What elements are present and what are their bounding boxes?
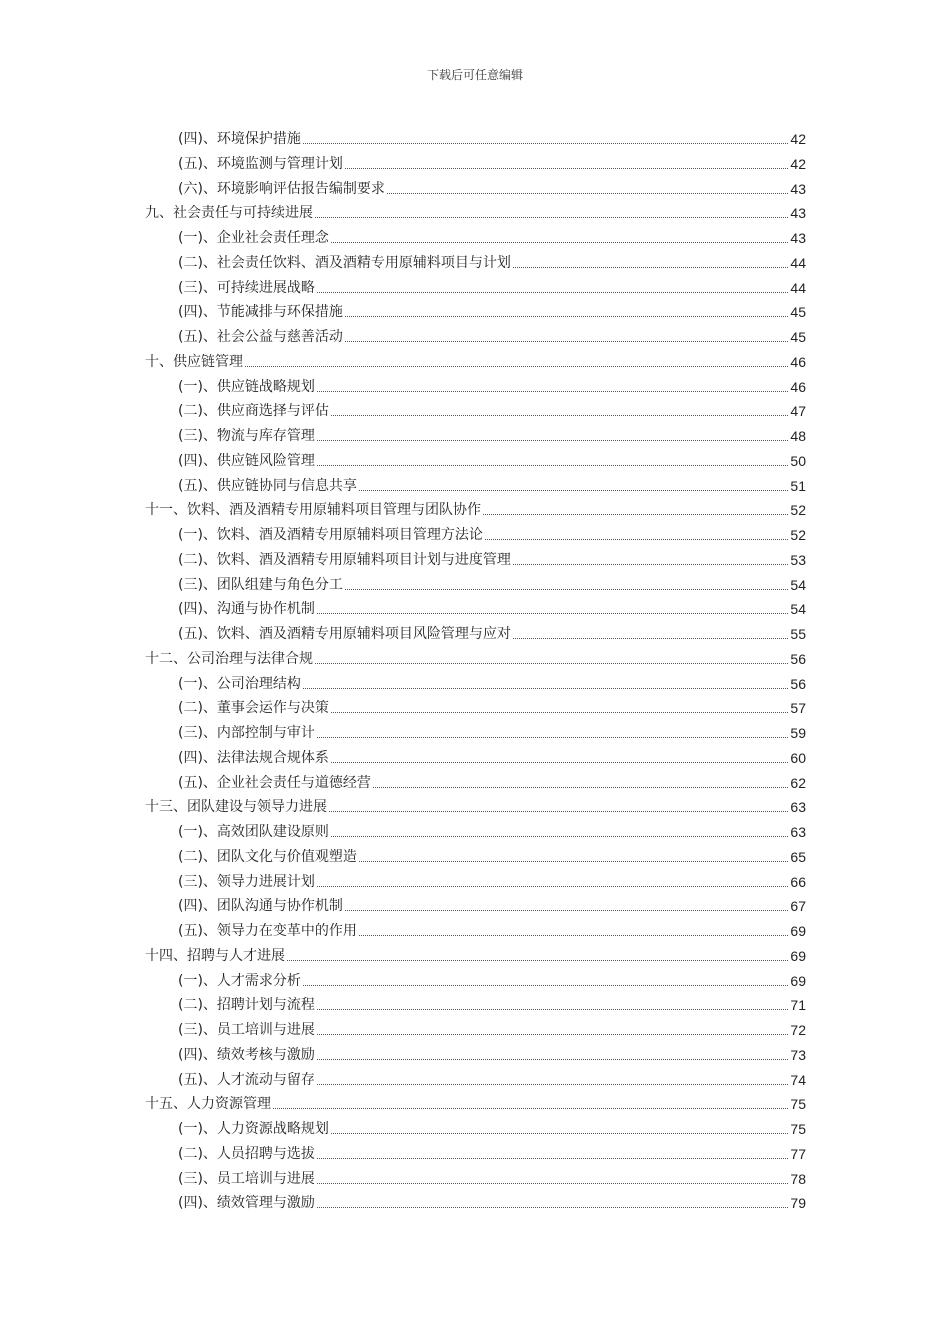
toc-entry-page-number: 79 — [790, 1195, 806, 1212]
toc-entry-page-number: 53 — [790, 551, 806, 568]
dot-leader — [345, 316, 788, 317]
dot-leader — [331, 762, 788, 763]
toc-entry-label: (一)、人力资源战略规划 — [178, 1121, 329, 1137]
toc-entry-page-number: 44 — [790, 279, 806, 296]
dot-leader — [303, 143, 788, 144]
dot-leader — [303, 985, 788, 986]
toc-entry-label: (一)、人才需求分析 — [178, 972, 301, 989]
dot-leader — [317, 1009, 788, 1010]
toc-entry[interactable] — [178, 1017, 806, 1039]
dot-leader — [317, 1158, 788, 1159]
toc-entry-page-number: 78 — [790, 1170, 806, 1187]
toc-entry-page-number: 43 — [790, 205, 806, 222]
toc-entry[interactable] — [178, 126, 806, 148]
toc-entry-page-number: 67 — [790, 898, 806, 915]
toc-entry-page-number: 69 — [790, 947, 806, 964]
toc-entry[interactable] — [178, 869, 806, 891]
dot-leader — [317, 1183, 788, 1184]
toc-entry-label: (一)、供应链战略规划 — [178, 378, 315, 395]
toc-entry[interactable] — [178, 893, 806, 915]
toc-entry-page-number: 62 — [790, 774, 806, 791]
toc-entry[interactable] — [178, 720, 806, 742]
toc-entry-label: (四)、团队沟通与协作机制 — [178, 898, 343, 915]
toc-entry-page-number: 75 — [790, 1121, 806, 1137]
toc-entry[interactable] — [178, 844, 806, 866]
dot-leader — [317, 613, 788, 614]
toc-entry[interactable] — [178, 819, 806, 841]
toc-entry-page-number: 52 — [790, 527, 806, 543]
toc-entry-label: (二)、招聘计划与流程 — [178, 997, 315, 1014]
toc-entry-label: 十二、公司治理与法律合规 — [145, 650, 313, 667]
toc-entry-page-number: 56 — [790, 650, 806, 667]
dot-leader — [483, 514, 788, 515]
toc-entry-label: (二)、供应商选择与评估 — [178, 403, 329, 420]
dot-leader — [513, 564, 788, 565]
toc-entry-label: (四)、绩效考核与激励 — [178, 1046, 315, 1063]
toc-entry[interactable] — [178, 596, 806, 618]
toc-entry[interactable] — [178, 374, 806, 396]
toc-entry-label: 十一、饮料、酒及酒精专用原辅料项目管理与团队协作 — [145, 502, 481, 519]
toc-entry[interactable] — [178, 1190, 806, 1212]
toc-entry[interactable] — [178, 621, 806, 643]
toc-entry-label: (二)、董事会运作与决策 — [178, 700, 329, 717]
toc-entry[interactable] — [178, 225, 806, 247]
toc-entry[interactable] — [178, 671, 806, 693]
toc-entry[interactable] — [178, 695, 806, 717]
toc-entry-page-number: 45 — [790, 304, 806, 321]
toc-entry-page-number: 42 — [790, 131, 806, 147]
dot-leader — [513, 638, 788, 639]
dot-leader — [345, 589, 788, 590]
dot-leader — [345, 168, 788, 169]
toc-entry[interactable] — [178, 1166, 806, 1188]
toc-entry[interactable] — [178, 522, 806, 544]
dot-leader — [331, 836, 788, 837]
toc-entry[interactable] — [178, 992, 806, 1014]
toc-entry-label: (二)、饮料、酒及酒精专用原辅料项目计划与进度管理 — [178, 551, 511, 568]
toc-entry[interactable] — [178, 770, 806, 792]
toc-entry-page-number: 59 — [790, 725, 806, 741]
toc-entry-page-number: 73 — [790, 1046, 806, 1063]
dot-leader — [345, 341, 788, 342]
toc-entry-label: (三)、可持续进展战略 — [178, 279, 315, 296]
toc-entry[interactable] — [178, 1141, 806, 1163]
toc-entry-page-number: 65 — [790, 848, 806, 865]
toc-entry-page-number: 51 — [790, 477, 806, 494]
toc-entry[interactable] — [178, 151, 806, 173]
dot-leader — [331, 415, 788, 416]
toc-entry[interactable] — [178, 423, 806, 445]
dot-leader — [273, 1108, 788, 1109]
dot-leader — [317, 1207, 788, 1208]
toc-entry[interactable] — [145, 1091, 806, 1113]
toc-entry[interactable] — [178, 572, 806, 594]
toc-entry-label: (五)、供应链协同与信息共享 — [178, 477, 357, 494]
toc-entry-page-number: 72 — [790, 1022, 806, 1038]
toc-entry-label: 十五、人力资源管理 — [145, 1096, 271, 1113]
dot-leader — [329, 811, 788, 812]
toc-entry-page-number: 43 — [790, 180, 806, 197]
toc-entry-label: (一)、企业社会责任理念 — [178, 230, 329, 246]
dot-leader — [287, 960, 788, 961]
toc-entry-page-number: 47 — [790, 403, 806, 420]
toc-entry[interactable] — [178, 1116, 806, 1138]
dot-leader — [317, 465, 788, 466]
toc-entry-label: 十三、团队建设与领导力进展 — [145, 799, 327, 816]
toc-entry[interactable] — [178, 918, 806, 940]
toc-entry-page-number: 75 — [790, 1096, 806, 1113]
toc-entry-page-number: 42 — [790, 155, 806, 172]
toc-entry[interactable] — [145, 794, 806, 816]
toc-entry-label: (二)、社会责任饮料、酒及酒精专用原辅料项目与计划 — [178, 254, 511, 271]
toc-entry-label: (五)、环境监测与管理计划 — [178, 155, 343, 172]
dot-leader — [373, 787, 788, 788]
toc-entry-label: (六)、环境影响评估报告编制要求 — [178, 180, 385, 197]
dot-leader — [331, 712, 788, 713]
toc-entry-page-number: 43 — [790, 230, 806, 246]
toc-entry[interactable] — [178, 448, 806, 470]
toc-entry[interactable] — [145, 497, 806, 519]
dot-leader — [359, 490, 788, 491]
toc-entry-label: (四)、绩效管理与激励 — [178, 1195, 315, 1212]
toc-entry-label: (二)、团队文化与价值观塑造 — [178, 848, 357, 865]
toc-entry-label: (三)、物流与库存管理 — [178, 428, 315, 444]
toc-entry-label: (五)、饮料、酒及酒精专用原辅料项目风险管理与应对 — [178, 626, 511, 642]
dot-leader — [245, 366, 788, 367]
toc-entry[interactable] — [178, 745, 806, 767]
dot-leader — [331, 242, 788, 243]
toc-entry-label: (五)、领导力在变革中的作用 — [178, 923, 357, 939]
toc-entry[interactable] — [178, 473, 806, 495]
dot-leader — [317, 292, 788, 293]
toc-entry[interactable] — [178, 968, 806, 990]
toc-entry-label: (一)、饮料、酒及酒精专用原辅料项目管理方法论 — [178, 527, 483, 543]
toc-entry-label: (三)、员工培训与进展 — [178, 1022, 315, 1038]
dot-leader — [317, 440, 788, 441]
dot-leader — [315, 663, 788, 664]
page-header: 下载后可任意编辑 — [426, 68, 523, 82]
dot-leader — [345, 910, 788, 911]
dot-leader — [317, 1034, 788, 1035]
toc-entry-page-number: 46 — [790, 353, 806, 370]
toc-entry-page-number: 63 — [790, 799, 806, 816]
dot-leader — [317, 1084, 788, 1085]
dot-leader — [303, 688, 788, 689]
toc-entry-page-number: 63 — [790, 824, 806, 840]
toc-entry-page-number: 46 — [790, 378, 806, 395]
toc-entry-page-number: 55 — [790, 626, 806, 642]
dot-leader — [317, 391, 788, 392]
toc-entry-page-number: 77 — [790, 1145, 806, 1162]
toc-entry-label: (五)、人才流动与留存 — [178, 1071, 315, 1088]
toc-entry[interactable] — [178, 398, 806, 420]
toc-entry-label: (三)、内部控制与审计 — [178, 725, 315, 741]
toc-entry-page-number: 66 — [790, 873, 806, 890]
toc-entry[interactable] — [178, 299, 806, 321]
toc-entry-label: (四)、法律法规合规体系 — [178, 749, 329, 766]
dot-leader — [317, 1059, 788, 1060]
toc-entry-label: (二)、人员招聘与选拔 — [178, 1145, 315, 1162]
toc-entry-page-number: 69 — [790, 972, 806, 989]
dot-leader — [331, 1133, 788, 1134]
dot-leader — [513, 267, 788, 268]
toc-entry-page-number: 54 — [790, 601, 806, 618]
toc-entry[interactable] — [145, 200, 806, 222]
toc-entry-label: 十、供应链管理 — [145, 353, 243, 370]
toc-entry-label: (四)、沟通与协作机制 — [178, 601, 315, 618]
toc-entry-page-number: 69 — [790, 923, 806, 939]
toc-entry-label: (五)、企业社会责任与道德经营 — [178, 774, 371, 791]
dot-leader — [485, 539, 788, 540]
toc-entry[interactable] — [178, 324, 806, 346]
toc-entry-label: 十四、招聘与人才进展 — [145, 947, 285, 964]
toc-entry-label: (三)、员工培训与进展 — [178, 1170, 315, 1187]
toc-entry-page-number: 74 — [790, 1071, 806, 1088]
toc-entry-page-number: 57 — [790, 700, 806, 717]
toc-entry-label: (三)、领导力进展计划 — [178, 873, 315, 890]
toc-entry[interactable] — [178, 250, 806, 272]
toc-entry[interactable] — [145, 349, 806, 371]
toc-entry[interactable] — [178, 176, 806, 198]
toc-entry-label: (四)、节能减排与环保措施 — [178, 304, 343, 321]
toc-entry-page-number: 48 — [790, 428, 806, 444]
dot-leader — [359, 861, 788, 862]
toc-entry-label: (五)、社会公益与慈善活动 — [178, 329, 343, 345]
dot-leader — [315, 217, 788, 218]
toc-entry-page-number: 52 — [790, 502, 806, 519]
dot-leader — [387, 193, 788, 194]
toc-entry-page-number: 44 — [790, 254, 806, 271]
toc-entry-page-number: 60 — [790, 749, 806, 766]
toc-entry-page-number: 71 — [790, 997, 806, 1014]
toc-entry-label: (一)、公司治理结构 — [178, 675, 301, 692]
dot-leader — [317, 886, 788, 887]
toc-entry[interactable] — [145, 943, 806, 965]
toc-entry[interactable] — [178, 547, 806, 569]
toc-entry-page-number: 56 — [790, 675, 806, 692]
toc-entry-page-number: 50 — [790, 452, 806, 469]
toc-entry-label: (四)、环境保护措施 — [178, 131, 301, 147]
toc-entry-label: (一)、高效团队建设原则 — [178, 824, 329, 840]
toc-entry-page-number: 45 — [790, 329, 806, 345]
toc-entry-label: 九、社会责任与可持续进展 — [145, 205, 313, 222]
toc-entry-label: (三)、团队组建与角色分工 — [178, 576, 343, 593]
toc-entry[interactable] — [145, 646, 806, 668]
toc-entry[interactable] — [178, 1067, 806, 1089]
toc-entry[interactable] — [178, 1042, 806, 1064]
dot-leader — [317, 737, 788, 738]
toc-entry-page-number: 54 — [790, 576, 806, 593]
dot-leader — [359, 935, 788, 936]
toc-entry[interactable] — [178, 275, 806, 297]
toc-entry-label: (四)、供应链风险管理 — [178, 452, 315, 469]
